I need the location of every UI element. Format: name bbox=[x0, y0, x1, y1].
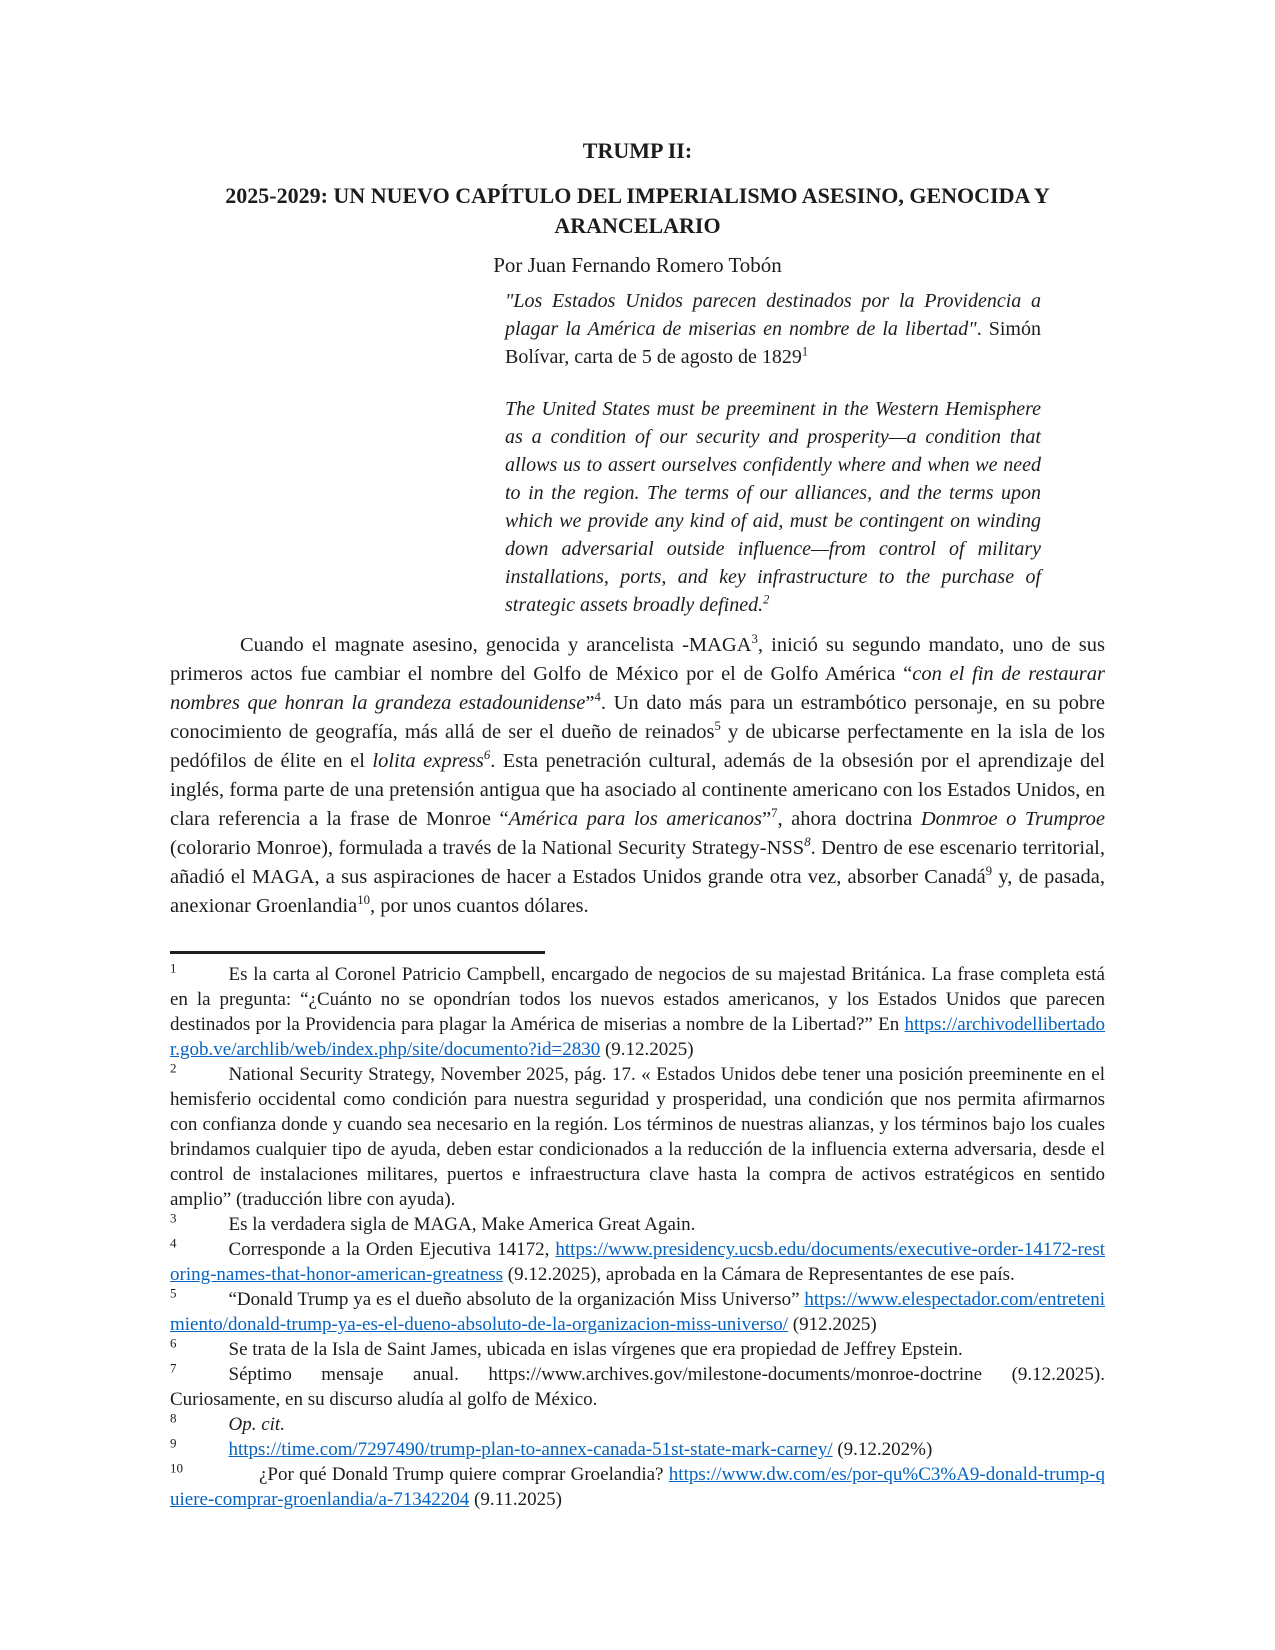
footnote-number: 10 bbox=[170, 1460, 183, 1476]
footnote-1 bbox=[170, 962, 1105, 1062]
text-run: América para los americanos bbox=[508, 808, 762, 830]
superscript-footnote-ref: 4 bbox=[594, 690, 601, 705]
hyperlink[interactable]: https://www.presidency.ucsb.edu/documents/executive-order-14172-restoring-names-that-honor-american-greatness bbox=[170, 1239, 1105, 1285]
footnote-text bbox=[229, 1414, 285, 1435]
superscript-footnote-ref: 2 bbox=[763, 592, 770, 607]
text-run: . Simón Bolívar, carta de 5 de agosto de 1829 bbox=[505, 318, 1041, 368]
footnote-number: 7 bbox=[170, 1360, 177, 1376]
text-run: (colorario Monroe), formulada a través de la National Security Strategy-NSS bbox=[170, 837, 805, 859]
footnote-text bbox=[229, 1339, 963, 1360]
text-run: Séptimo mensaje anual. https://www.archives.gov/milestone-documents/monroe-doctrine (9.12.2025). Curiosamente, en su discurso aludía al golfo de México. bbox=[170, 1364, 1105, 1410]
superscript-footnote-ref: 8 bbox=[804, 835, 811, 850]
text-run: (9.12.202%) bbox=[832, 1439, 933, 1460]
text-run: "Los Estados Unidos parecen destinados por la Providencia a plagar la América de miserias en nombre de la libertad" bbox=[505, 290, 1041, 340]
document-title: TRUMP II: bbox=[582, 138, 693, 163]
text-run: lolita express bbox=[372, 750, 484, 772]
superscript-footnote-ref: 10 bbox=[357, 893, 370, 908]
text-run: ¿Por qué Donald Trump quiere comprar Groelandia? bbox=[259, 1464, 669, 1485]
footnote-text bbox=[229, 1439, 933, 1460]
text-run: “Donald Trump ya es el dueño absoluto de la organización Miss Universo” bbox=[228, 1289, 805, 1310]
superscript-footnote-ref: 1 bbox=[801, 344, 809, 359]
hyperlink[interactable]: https://time.com/7297490/trump-plan-to-annex-canada-51st-state-mark-carney/ bbox=[228, 1439, 833, 1460]
quote-bolivar bbox=[505, 287, 1041, 371]
footnote-text bbox=[170, 964, 1105, 1060]
footnote-7 bbox=[170, 1362, 1105, 1412]
text-run: . Dentro de ese escenario territorial, añadió el MAGA, a sus aspiraciones de hacer a Estados Unidos grande otra vez, absorber Canadá bbox=[170, 837, 1105, 888]
footnote-2 bbox=[170, 1062, 1105, 1212]
text-run: ” bbox=[761, 808, 772, 830]
footnote-4 bbox=[170, 1237, 1105, 1287]
text-run: y, de pasada, anexionar Groenlandia bbox=[170, 866, 1106, 917]
footnote-number: 2 bbox=[170, 1060, 177, 1076]
text-run: Se trata de la Isla de Saint James, ubicada en islas vírgenes que era propiedad de Jeffrey Epstein. bbox=[228, 1339, 963, 1360]
footnote-text bbox=[170, 1239, 1105, 1285]
body-paragraph bbox=[170, 631, 1105, 921]
page-content bbox=[170, 138, 1105, 1512]
superscript-footnote-ref: 7 bbox=[771, 806, 778, 821]
footnote-number: 9 bbox=[170, 1435, 177, 1451]
text-run: y de ubicarse perfectamente en la isla de los pedófilos de élite en el bbox=[170, 721, 1105, 772]
footnote-number: 1 bbox=[170, 960, 177, 976]
footnote-6 bbox=[170, 1337, 1105, 1362]
footnote-5 bbox=[170, 1287, 1105, 1337]
text-run: (9.11.2025) bbox=[469, 1489, 562, 1510]
text-run: The United States must be preeminent in the Western Hemisphere as a condition of our security and prosperity—a condition that allows us to assert ourselves confidently where and when we need to in the region. The terms of our alliances, and the terms upon which we provide any kind of aid, must be contingent on winding down adversarial outside influence—from control of military installations, ports, and key infrastructure to the purchase of strategic assets broadly defined. bbox=[505, 398, 1041, 616]
hyperlink[interactable]: https://www.elespectador.com/entretenimiento/donald-trump-ya-es-el-dueno-absoluto-de-la-organizacion-miss-universo/ bbox=[170, 1289, 1105, 1335]
text-run: ” bbox=[585, 692, 595, 714]
footnote-3 bbox=[170, 1212, 1105, 1237]
footnote-text bbox=[170, 1364, 1105, 1410]
superscript-footnote-ref: 5 bbox=[714, 719, 721, 734]
footnotes-section bbox=[170, 962, 1105, 1512]
text-run: Cuando el magnate asesino, genocida y arancelista -MAGA bbox=[240, 634, 752, 656]
text-run: (912.2025) bbox=[788, 1314, 877, 1335]
footnote-10 bbox=[170, 1462, 1105, 1512]
text-run: Es la verdadera sigla de MAGA, Make America Great Again. bbox=[228, 1214, 696, 1235]
text-run: . Esta penetración cultural, además de la obsesión por el aprendizaje del inglés, forma parte de una pretensión antigua que ha asociado al continente americano con los Estados Unidos, en clara referencia a la frase de Monroe “ bbox=[170, 750, 1105, 830]
text-run: Corresponde a la Orden Ejecutiva 14172, bbox=[228, 1239, 556, 1260]
text-run: , ahora doctrina bbox=[777, 808, 921, 830]
footnote-number: 4 bbox=[170, 1235, 177, 1251]
text-run: National Security Strategy, November 2025, pág. 17. « Estados Unidos debe tener una posición preeminente en el hemisferio occidental como condición para nuestra seguridad y prosperidad, una condición que nos permita afirmarnos con confianza donde y cuando sea necesario en la región. Los términos de nuestras alianzas, y los términos bajo los cuales brindamos cualquier tipo de ayuda, deben estar condicionados a la reducción de la influencia externa adversaria, desde el control de instalaciones militares, puertos e infraestructura clave hasta la compra de activos estratégicos en sentido amplio” (traducción libre con ayuda). bbox=[170, 1064, 1105, 1210]
byline: Por Juan Fernando Romero Tobón bbox=[493, 253, 782, 277]
hyperlink[interactable]: https://archivodellibertador.gob.ve/archlib/web/index.php/site/documento?id=2830 bbox=[170, 1014, 1105, 1060]
text-run: Donmroe o Trumproe bbox=[920, 808, 1105, 830]
superscript-footnote-ref: 9 bbox=[985, 864, 993, 879]
footnote-text bbox=[170, 1464, 1105, 1510]
text-run: (9.12.2025) bbox=[600, 1039, 694, 1060]
footnote-text bbox=[229, 1214, 696, 1235]
text-run: , inició su segundo mandato, uno de sus primeros actos fue cambiar el nombre del Golfo de México por el de Golfo América “ bbox=[170, 634, 1106, 685]
superscript-footnote-ref: 3 bbox=[751, 632, 758, 647]
footnote-number: 3 bbox=[170, 1210, 177, 1226]
superscript-footnote-ref: 6 bbox=[483, 748, 491, 763]
footnote-text bbox=[170, 1289, 1105, 1335]
text-run: , por unos cuantos dólares. bbox=[369, 895, 589, 917]
footnote-text bbox=[170, 1064, 1105, 1210]
footnote-number: 5 bbox=[170, 1285, 177, 1301]
footnote-number: 6 bbox=[170, 1335, 177, 1351]
footnote-separator bbox=[170, 951, 545, 954]
footnote-9 bbox=[170, 1437, 1105, 1462]
quote-nss bbox=[505, 395, 1041, 619]
hyperlink[interactable]: https://www.dw.com/es/por-qu%C3%A9-donald-trump-quiere-comprar-groenlandia/a-71342204 bbox=[170, 1464, 1105, 1510]
text-run: Op. cit. bbox=[228, 1414, 285, 1435]
text-run: (9.12.2025), aprobada en la Cámara de Representantes de ese país. bbox=[503, 1264, 1015, 1285]
text-run: . Un dato más para un estrambótico personaje, en su pobre conocimiento de geografía, más allá de ser el dueño de reinados bbox=[170, 692, 1106, 743]
footnote-number: 8 bbox=[170, 1410, 177, 1426]
text-run: Es la carta al Coronel Patricio Campbell, encargado de negocios de su majestad Británica. La frase completa está en la pregunta: “¿Cuánto no se opondrían todos los nuevos estados americanos, y los Estados Unidos que parecen destinados por la Providencia para plagar la América de miserias a nombre de la Libertad?” En bbox=[170, 964, 1105, 1035]
footnote-8 bbox=[170, 1412, 1105, 1437]
document-subtitle: 2025-2029: UN NUEVO CAPÍTULO DEL IMPERIALISMO ASESINO, GENOCIDA Y ARANCELARIO bbox=[225, 183, 1050, 238]
text-run: con el fin de restaurar nombres que honran la grandeza estadounidense bbox=[170, 663, 1106, 714]
